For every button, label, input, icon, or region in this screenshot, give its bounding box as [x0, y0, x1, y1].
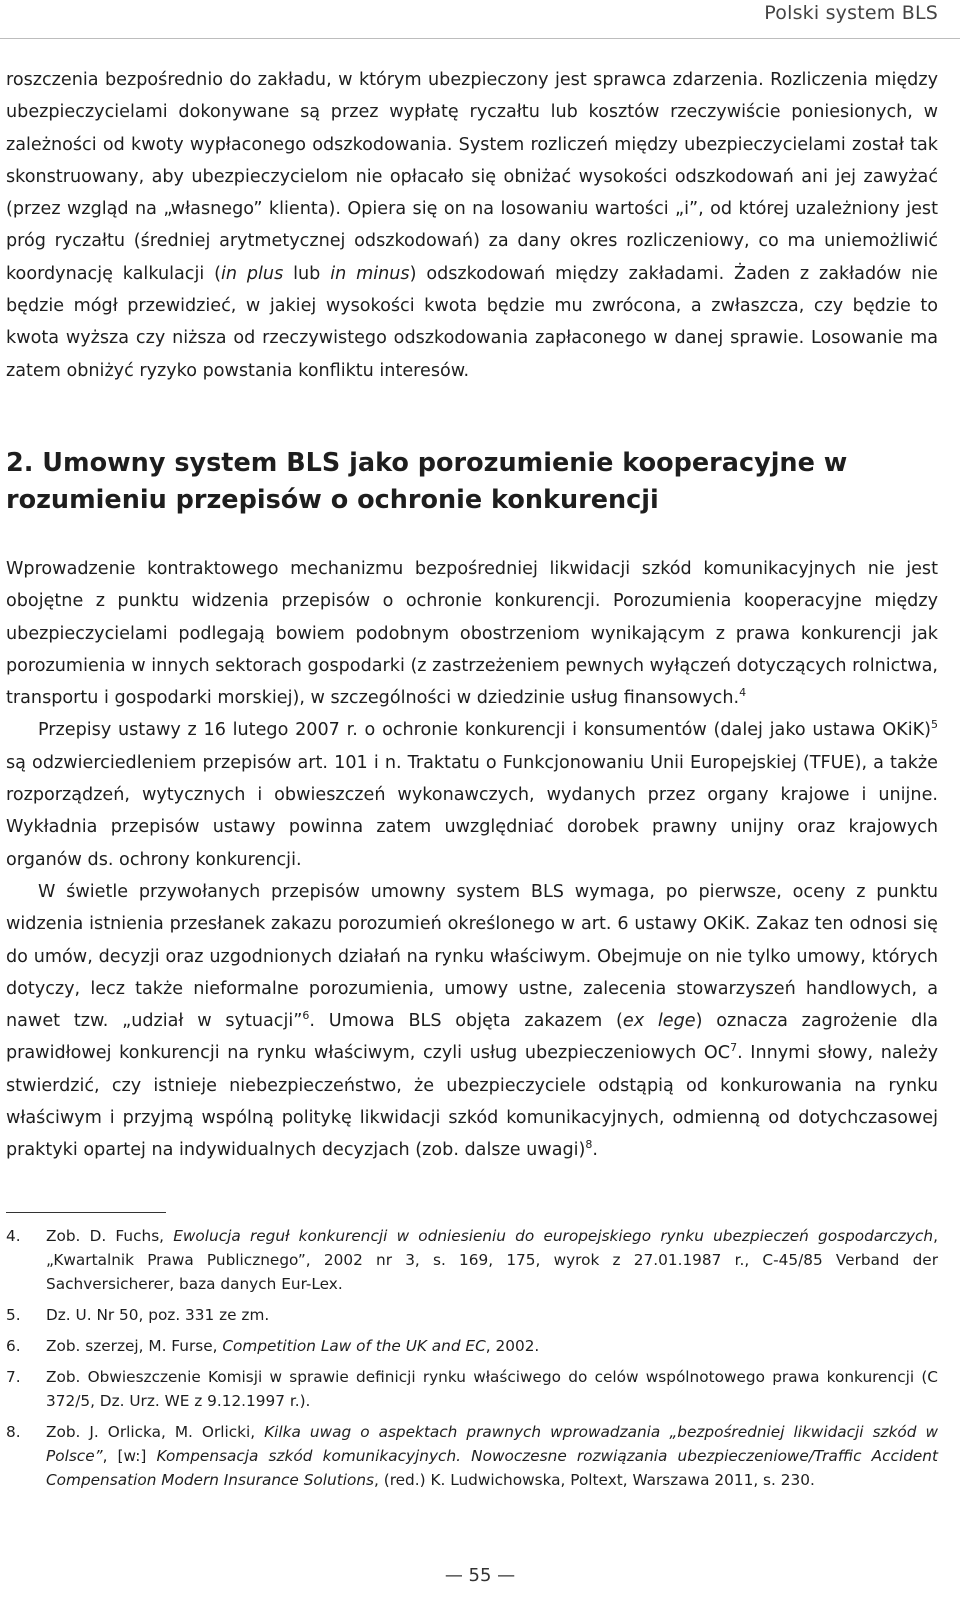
footnote-4 [6, 1224, 938, 1296]
footnote-number: 8. [6, 1423, 21, 1441]
running-head: Polski system BLS [764, 2, 938, 24]
footnote-number: 5. [6, 1306, 21, 1324]
text-run: ) oznacza zagrożenie dla prawidłowej konkurencji na rynku właściwym, czyli usług ubezpieczeniowych OC [6, 1011, 938, 1064]
footnote-ref[interactable]: 7 [730, 1041, 738, 1055]
text-run: Zob. J. Orlicka, M. Orlicki, [46, 1423, 265, 1441]
footnote-6 [6, 1334, 938, 1358]
text-run: W świetle przywołanych przepisów umowny system BLS wymaga, po pierwsze, oceny z punktu widzenia istnienia przesłanek zakazu porozumień określonego w art. 6 ustawy OKiK. Zakaz ten odnosi się do umów, decyzji oraz uzgodnionych działań na rynku właściwym. Obejmuje on nie tylko umowy, których dotyczy, lecz także nieformalne porozumienia, umowy ustne, zalecenia stowarzyszeń handlowych, a nawet tzw. „udział w sytuacji” [6, 881, 938, 1032]
footnote-text [46, 1420, 938, 1492]
italic-run: ex lege [622, 1011, 696, 1032]
footnote-ref[interactable]: 6 [302, 1009, 310, 1023]
footnote-ref[interactable]: 5 [931, 718, 938, 732]
italic-run: Kompensacja szkód komunikacyjnych. Nowoczesne rozwiązania ubezpieczeniowe/Traffic Accident Compensation Modern Insurance Solutions [46, 1447, 939, 1489]
paragraph-3 [6, 876, 938, 1167]
text-run: Zob. D. Fuchs, [46, 1227, 174, 1245]
footnote-number: 4. [6, 1227, 21, 1245]
header-rule [0, 38, 960, 39]
footnote-text [46, 1365, 938, 1413]
paragraph-intro [6, 64, 938, 387]
footnote-number: 7. [6, 1368, 21, 1386]
section-heading: 2. Umowny system BLS jako porozumienie kooperacyjne w rozumieniu przepisów o ochronie konkurencji [6, 447, 848, 515]
text-run: Przepisy ustawy z 16 lutego 2007 r. o ochronie konkurencji i konsumentów (dalej jako ustawa OKiK) [38, 720, 931, 741]
text-run: . [592, 1140, 598, 1161]
text-run: Zob. Obwieszczenie Komisji w sprawie definicji rynku właściwego do celów wspólnotowego prawa konkurencji (C 372/5, Dz. Urz. WE z 9.12.1997 r.). [46, 1368, 938, 1410]
text-run: są odzwierciedleniem przepisów art. 101 i n. Traktatu o Funkcjonowaniu Unii Europejskiej (TFUE), a także rozporządzeń, wytycznych i obwieszczeń wykonawczych, wydanych przez organy krajowe i unijne. Wykładnia przepisów ustawy powinna zatem uwzględniać dorobek prawny unijny oraz krajowych organów ds. ochrony konkurencji. [6, 752, 938, 870]
footnote-text [46, 1334, 938, 1358]
footnote-ref[interactable]: 4 [739, 686, 747, 700]
text-run: ) odszkodowań między zakładami. Żaden z zakładów nie będzie mógł przewidzieć, w jakiej wysokości kwota będzie mu zwrócona, a zwłaszcza, czy będzie to kwota wyższa czy niższa od rzeczywistego odszkodowania zapłaconego w danej sprawie. Losowanie ma zatem obniżyć ryzyko powstania konfliktu interesów. [6, 263, 938, 381]
text-run: Zob. szerzej, M. Furse, [46, 1337, 223, 1355]
footnote-rule [6, 1212, 166, 1213]
footnote-7 [6, 1365, 938, 1413]
text-run: roszczenia bezpośrednio do zakładu, w którym ubezpieczony jest sprawca zdarzenia. Rozliczenia między ubezpieczycielami dokonywane są przez wypłatę ryczałtu lub kosztów rzeczywiście poniesionych, w zależności od kwoty wypłaconego odszkodowania. System rozliczeń między ubezpieczycielami został tak skonstruowany, aby ubezpieczycielom nie opłacało się obniżać wysokości odszkodowań ani jej zawyżać (przez wzgląd na „własnego” klienta). Opiera się on na losowaniu wartości „i”, od której uzależniony jest próg ryczałtu (średniej arytmetycznej odszkodowań) za dany okres rozliczeniowy, co ma uniemożliwić koordynację kalkulacji ( [6, 70, 938, 284]
footnote-8 [6, 1420, 938, 1492]
footnote-number: 6. [6, 1337, 21, 1355]
text-run: Dz. U. Nr 50, poz. 331 ze zm. [46, 1306, 270, 1324]
italic-run: in plus [220, 263, 284, 284]
main-text [6, 64, 938, 1167]
paragraph-1 [6, 553, 938, 714]
text-run: lub [283, 263, 331, 284]
italic-run: in minus [330, 263, 410, 284]
italic-run: Kilka uwag o aspektach prawnych wprowadzania „bezpośredniej likwidacji szkód w Polsce” [46, 1423, 939, 1465]
footnotes [6, 1224, 938, 1499]
footnote-5 [6, 1303, 938, 1327]
footnote-ref[interactable]: 8 [585, 1138, 593, 1152]
text-run: . Innymi słowy, należy stwierdzić, czy istnieje niebezpieczeństwo, że ubezpieczyciele odstąpią od konkurowania na rynku właściwym i przyjmą wspólną politykę likwidacji szkód komunikacyjnych, odmienną od dotychczasowej praktyki opartej na indywidualnych decyzjach (zob. dalsze uwagi) [6, 1043, 938, 1161]
text-run: . Umowa BLS objęta zakazem ( [309, 1011, 623, 1032]
text-run: , „Kwartalnik Prawa Publicznego”, 2002 nr 3, s. 169, 175, wyrok z 27.01.1987 r., C-45/85 Verband der Sachversicherer, baza danych Eur-Lex. [46, 1227, 939, 1293]
footnote-text [46, 1303, 938, 1327]
text-run: , (red.) K. Ludwichowska, Poltext, Warszawa 2011, s. 230. [374, 1471, 815, 1489]
page-number: — 55 — [444, 1565, 516, 1586]
text-run: , [w:] [102, 1447, 157, 1465]
italic-run: Competition Law of the UK and EC [222, 1337, 486, 1355]
footnote-text [46, 1224, 938, 1296]
text-run: Wprowadzenie kontraktowego mechanizmu bezpośredniej likwidacji szkód komunikacyjnych nie jest obojętne z punktu widzenia przepisów o ochronie konkurencji. Porozumienia kooperacyjne między ubezpieczycielami podlegają bowiem podobnym obostrzeniom wynikającym z prawa konkurencji jak porozumienia w innych sektorach gospodarki (z zastrzeżeniem pewnych wyłączeń dotyczących rolnictwa, transportu i gospodarki morskiej), w szczególności w dziedzinie usług finansowych. [6, 558, 938, 709]
italic-run: Ewolucja reguł konkurencji w odniesieniu do europejskiego rynku ubezpieczeń gospodarczych [173, 1227, 934, 1245]
paragraph-2 [6, 714, 938, 875]
text-run: , 2002. [485, 1337, 540, 1355]
